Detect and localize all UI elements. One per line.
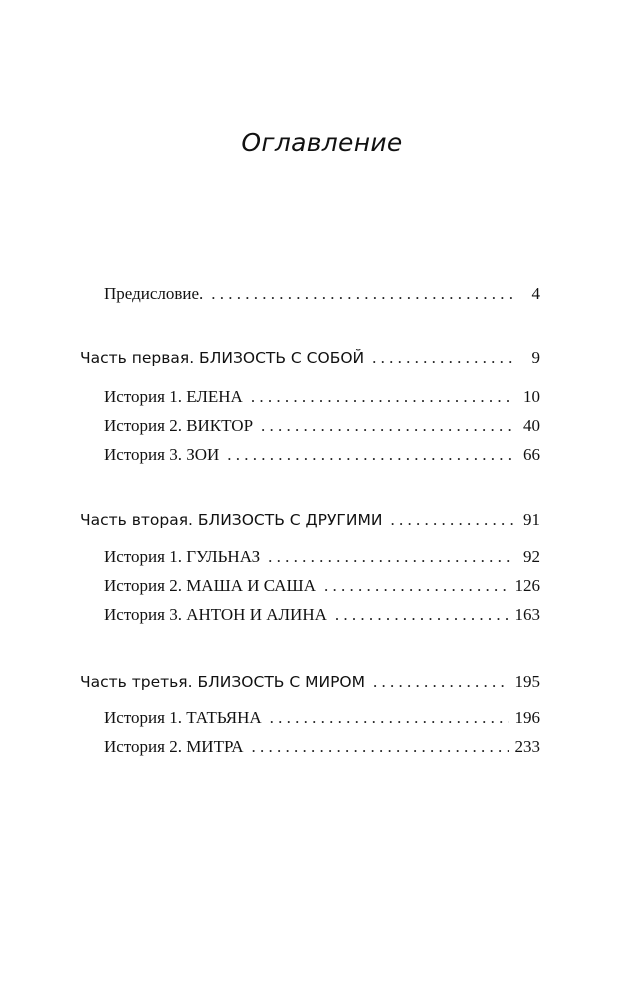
toc-entry-label: История 2. ВИКТОР xyxy=(104,416,254,435)
toc-part-2 xyxy=(80,510,540,534)
toc-entry-preface xyxy=(104,284,540,308)
toc-entry-label: История 2. МАША И САША xyxy=(104,576,316,595)
toc-part-label: Часть третья. БЛИЗОСТЬ С МИРОМ xyxy=(80,673,365,691)
toc-dot-leader xyxy=(227,445,514,465)
toc-page-number: 91 xyxy=(523,510,540,529)
toc-dot-leader xyxy=(373,672,509,692)
page-title: Оглавление xyxy=(241,128,403,157)
toc-page-number: 4 xyxy=(531,284,540,303)
toc-story-entry xyxy=(104,416,540,440)
toc-part-3 xyxy=(80,672,540,696)
toc-entry-label: История 1. ЕЛЕНА xyxy=(104,387,243,406)
toc-story-entry xyxy=(104,605,540,629)
toc-entry-label: Предисловие. xyxy=(104,284,204,303)
toc-dot-leader xyxy=(251,387,514,407)
toc-entry-label: История 2. МИТРА xyxy=(104,737,244,756)
toc-story-entry xyxy=(104,445,540,469)
toc-story-entry xyxy=(104,708,540,732)
toc-entry-label: История 3. ЗОИ xyxy=(104,445,220,464)
toc-part-1 xyxy=(80,348,540,372)
toc-dot-leader xyxy=(252,737,509,757)
toc-story-entry xyxy=(104,387,540,411)
toc-story-entry xyxy=(104,547,540,571)
toc-part-label: Часть первая. БЛИЗОСТЬ С СОБОЙ xyxy=(80,349,365,367)
toc-dot-leader xyxy=(211,284,514,304)
toc-dot-leader xyxy=(372,348,514,368)
toc-page-number: 10 xyxy=(523,387,540,406)
toc-page-number: 163 xyxy=(514,605,540,624)
toc-page-number: 196 xyxy=(514,708,540,727)
toc-entry-label: История 1. ГУЛЬНАЗ xyxy=(104,547,261,566)
toc-page-number: 9 xyxy=(531,348,540,367)
toc-entry-label: История 1. ТАТЬЯНА xyxy=(104,708,262,727)
toc-story-entry xyxy=(104,737,540,761)
toc-page-number: 66 xyxy=(523,445,540,464)
toc-dot-leader xyxy=(268,547,514,567)
toc-dot-leader xyxy=(390,510,514,530)
toc-page-number: 92 xyxy=(523,547,540,566)
toc-part-label: Часть вторая. БЛИЗОСТЬ С ДРУГИМИ xyxy=(80,511,383,529)
toc-story-entry xyxy=(104,576,540,600)
toc-page-number: 40 xyxy=(523,416,540,435)
toc-dot-leader xyxy=(261,416,514,436)
toc-page-number: 126 xyxy=(514,576,540,595)
toc-dot-leader xyxy=(270,708,509,728)
toc-page-number: 195 xyxy=(514,672,540,691)
toc-entry-label: История 3. АНТОН И АЛИНА xyxy=(104,605,327,624)
toc-dot-leader xyxy=(324,576,509,596)
toc-page-number: 233 xyxy=(514,737,540,756)
toc-dot-leader xyxy=(335,605,509,625)
